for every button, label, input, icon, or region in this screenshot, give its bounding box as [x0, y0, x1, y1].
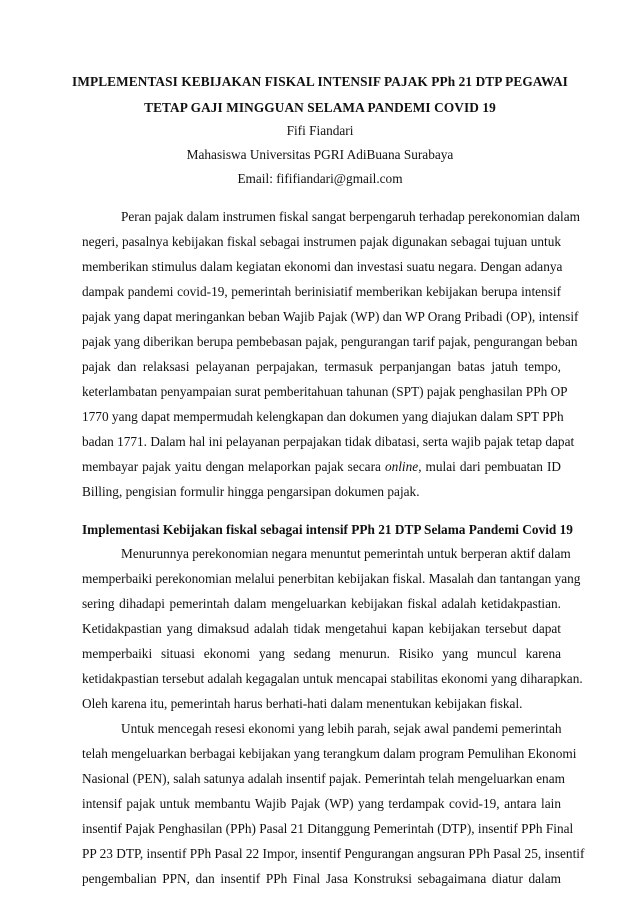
p1-line: Peran pajak dalam instrumen fiskal sangat berpengaruh terhadap perekonomian dalam — [121, 209, 580, 224]
title-line-1: IMPLEMENTASI KEBIJAKAN FISKAL INTENSIF PAJAK PPh 21 DTP PEGAWAI — [72, 74, 568, 89]
p3-line: Nasional (PEN), salah satunya adalah insentif pajak. Pemerintah telah mengeluarkan enam — [82, 771, 565, 786]
p1-line-online-before: membayar pajak yaitu dengan melaporkan pajak secara — [82, 459, 385, 474]
p2-last-line: Oleh karena itu, pemerintah harus berhati-hati dalam menentukan kebijakan fiskal. — [82, 696, 523, 711]
p2-line: ketidakpastian tersebut adalah kegagalan untuk mencapai stabilitas ekonomi yang diharapkan. — [82, 671, 583, 686]
p3-line: Untuk mencegah resesi ekonomi yang lebih parah, sejak awal pandemi pemerintah — [121, 721, 562, 736]
p3-line: insentif Pajak Penghasilan (PPh) Pasal 21 Ditanggung Pemerintah (DTP), insentif PPh Final — [82, 821, 574, 836]
p2-line: memperbaiki situasi ekonomi yang sedang menurun. Risiko yang muncul karena — [82, 646, 561, 661]
p1-line: 1770 yang dapat mempermudah kelengkapan dan dokumen yang diajukan dalam SPT PPh — [82, 409, 564, 424]
p3-line: pengembalian PPN, dan insentif PPh Final Jasa Konstruksi sebagaimana diatur dalam — [82, 871, 561, 886]
p1-last-line: Billing, pengisian formulir hingga pengarsipan dokumen pajak. — [82, 484, 420, 499]
p2-line: Menurunnya perekonomian negara menuntut pemerintah untuk berperan aktif dalam — [121, 546, 571, 561]
online-term: online — [384, 459, 419, 474]
p1-line-online — [82, 459, 561, 475]
p1-line: pajak dan relaksasi pelayanan perpajakan, termasuk perpanjangan batas jatuh tempo, — [82, 359, 561, 374]
author-affiliation: Mahasiswa Universitas PGRI AdiBuana Surabaya — [186, 147, 454, 162]
section-heading: Implementasi Kebijakan fiskal sebagai intensif PPh 21 DTP Selama Pandemi Covid 19 — [82, 522, 573, 537]
author-email: Email: fififiandari@gmail.com — [237, 171, 403, 186]
p2-line: memperbaiki perekonomian melalui penerbitan kebijakan fiskal. Masalah dan tantangan yang — [82, 571, 581, 586]
p1-line: pajak yang dapat meringankan beban Wajib Pajak (WP) dan WP Orang Pribadi (OP), intensif — [82, 309, 579, 324]
p1-line: keterlambatan penyampaian surat pemberitahuan tahunan (SPT) pajak penghasilan PPh OP — [82, 384, 568, 399]
p1-line-online-after: , mulai dari pembuatan ID — [418, 459, 561, 474]
p1-line: dampak pandemi covid-19, pemerintah berinisiatif memberikan kebijakan berupa intensif — [82, 284, 561, 299]
author-name: Fifi Fiandari — [286, 123, 354, 138]
p3-line: PP 23 DTP, insentif PPh Pasal 22 Impor, insentif Pengurangan angsuran PPh Pasal 25, insentif — [82, 846, 585, 861]
p1-line: negeri, pasalnya kebijakan fiskal sebagai instrumen pajak digunakan sebagai tujuan untuk — [82, 234, 561, 249]
p3-line: intensif pajak untuk membantu Wajib Pajak (WP) yang terdampak covid-19, antara lain — [82, 796, 561, 811]
p1-line: memberikan stimulus dalam kegiatan ekonomi dan investasi suatu negara. Dengan adanya — [82, 259, 563, 274]
p3-line: telah mengeluarkan berbagai kebijakan yang terangkum dalam program Pemulihan Ekonomi — [82, 746, 577, 761]
p2-line: Ketidakpastian yang dimaksud adalah tidak mengetahui kapan kebijakan tersebut dapat — [82, 621, 561, 636]
title-line-2: TETAP GAJI MINGGUAN SELAMA PANDEMI COVID 19 — [144, 100, 496, 115]
p1-line: pajak yang diberikan berupa pembebasan pajak, pengurangan tarif pajak, pengurangan beban — [82, 334, 578, 349]
p1-line: badan 1771. Dalam hal ini pelayanan perpajakan tidak dibatasi, serta wajib pajak tetap dapat — [82, 434, 575, 449]
p2-line: sering dihadapi pemerintah dalam mengeluarkan kebijakan fiskal adalah ketidakpastian. — [82, 596, 561, 611]
